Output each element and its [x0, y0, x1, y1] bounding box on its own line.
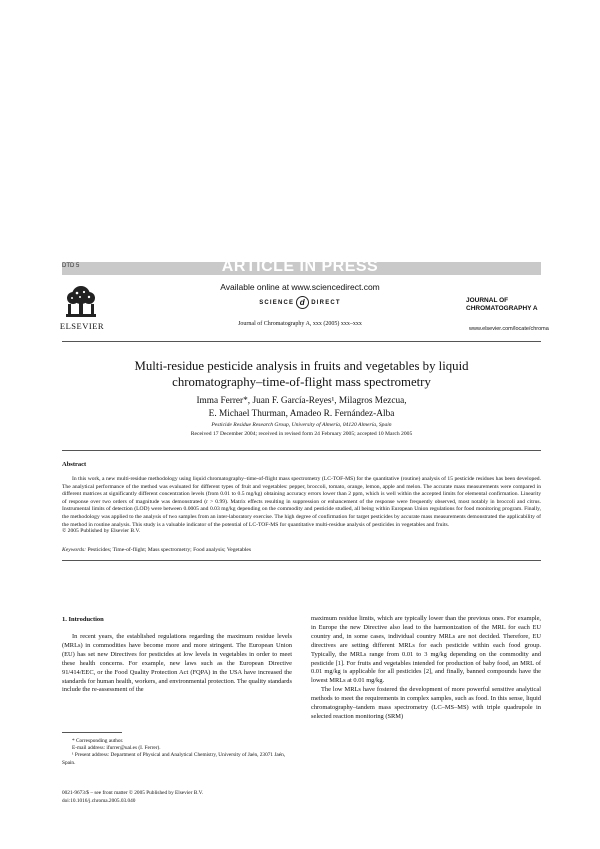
sd-right: DIRECT: [311, 300, 341, 307]
issn-line: 0021-9673/$ – see front matter © 2005 Published by Elsevier B.V.: [62, 790, 204, 796]
available-online[interactable]: Available online at www.sciencedirect.com: [220, 282, 380, 292]
abstract-bottom-rule: [62, 560, 541, 561]
header-rule: [62, 341, 541, 342]
journal-name-line2: CHROMATOGRAPHY A: [466, 305, 538, 312]
authors-line1: Imma Ferrer*, Juan F. García-Reyes¹, Milagros Mezcua,: [196, 396, 407, 406]
footnote-1: * Corresponding author.: [72, 738, 124, 744]
footnote-rule: [62, 732, 122, 733]
section-heading-intro: 1. Introduction: [62, 616, 104, 623]
doi-line[interactable]: doi:10.1016/j.chroma.2005.03.040: [62, 797, 136, 804]
journal-url[interactable]: www.elsevier.com/locate/chroma: [469, 326, 549, 332]
intro-paragraph-1: In recent years, the established regulations regarding the maximum residue levels (MRLs) in commodities have become more and more stringent. The European Union (EU) has set new Directives for pesticides at low levels in vegetables in order to meet these health concerns. For example, new laws such as the European Directive 91/414/EEC, or the Food Quality Protection Act (FQPA) in the USA have increased the standards for human health, workers, and environmental protection. The quality standards include the re-assessment of the: [62, 633, 292, 694]
article-title: [62, 358, 541, 390]
affiliation: Pesticide Residue Research Group, University of Almería, 04120 Almería, Spain: [211, 422, 392, 428]
abstract-text: In this work, a new multi-residue methodology using liquid chromatography–time-of-flight mass spectrometry (LC-TOF-MS) for the quantitative (routine) analysis of 15 pesticide residues has been developed. The analytical performance of the method was evaluated for different types of fruit and vegetables: pepper, broccoli, tomato, orange, lemon, apple and melon. The accurate mass measurements were compared in different matrices at significantly different concentration levels (from 0.01 to 0.5 mg/kg) obtaining accuracy errors lower than 2 ppm, which is well within the accepted limits for elemental confirmation. Linearity of response over two orders of magnitude was demonstrated (r > 0.99). Matrix effects resulting in suppression or enhancement of the response were frequently observed, most notably in broccoli and citrus. Instrumental limits of detection (LOD) were between 0.0005 and 0.03 mg/kg depending on the commodity and pesticide studied, all being within European Union regulations for food monitoring program. Finally, the methodology was applied to the analysis of two samples from an inter-laboratory exercise. The high degree of confirmation for target pesticides by accurate mass measurements demonstrated the applicability of the method in routine analysis. This study is a valuable indicator of the potential of LC-TOF-MS for quantitative multi-residue analysis of pesticides in vegetables and fruits.: [62, 476, 541, 528]
intro-column-left: [62, 633, 292, 695]
journal-logo: [466, 297, 538, 313]
keywords-label: Keywords:: [62, 547, 87, 553]
abstract-top-rule: [62, 450, 541, 451]
received-dates: Received 17 December 2004; received in revised form 24 February 2005; accepted 10 March 2005: [190, 431, 413, 437]
publisher-name: ELSEVIER: [59, 321, 105, 331]
journal-name-line1: JOURNAL OF: [466, 297, 509, 304]
sd-mark: d: [296, 296, 309, 309]
intro-column-right: [311, 615, 541, 722]
article-in-press-text: ARTICLE IN PRESS: [221, 258, 379, 275]
footnote-1-email: E-mail address: ifurrer@ual.es (I. Ferrer).: [72, 745, 161, 752]
copyright: © 2005 Published by Elsevier B.V.: [62, 528, 141, 534]
authors-line2: E. Michael Thurman, Amadeo R. Fernández-Alba: [208, 409, 395, 419]
keywords: [62, 547, 251, 553]
journal-citation: Journal of Chromatography A, xxx (2005) xxx–xxx: [238, 321, 362, 327]
page-footer: [62, 790, 203, 805]
intro-paragraph-3: The low MRLs have fostered the development of more powerful sensitive analytical methods to meet the requirements in complex samples, such as food. In this sense, liquid chromatography–tandem mass spectrometry (LC–MS–MS) with triple quadrupole in selected reaction monitoring (SRM): [311, 686, 541, 720]
title-line1: Multi-residue pesticide analysis in fruits and vegetables by liquid: [134, 359, 469, 373]
keywords-list: Pesticides; Time-of-flight; Mass spectrometry; Food analysis; Vegetables: [87, 547, 252, 553]
dtd-code: DTD 5: [62, 263, 80, 269]
sd-left: SCIENCE: [259, 300, 295, 307]
footnote-2: ¹ Present address: Department of Physical and Analytical Chemistry, University of Jaén, 23071 Jaén, Spain.: [62, 752, 286, 766]
author-list: [62, 395, 541, 421]
footnotes: [62, 738, 292, 767]
abstract-heading: Abstract: [62, 461, 87, 468]
title-line2: chromatography–time-of-flight mass spectrometry: [172, 375, 431, 389]
abstract-body: [62, 476, 541, 529]
intro-paragraph-2: maximum residue limits, which are typically lower than the previous ones. For example, in Europe the new Directive also lead to the harmonization of the MRL for each EU country and, in some cases, individual country MRLs are not decided. Therefore, EU directives are setting different MRLs for each pesticide within each food group. Typically, the MRLs range from 0.01 to 3 mg/kg depending on the commodity and pesticide [1]. For fruits and vegetables intended for production of baby food, an MRL of 0.01 mg/kg is applicable for all pesticides [2], and finally, banned compounds have the lowest MRLs at 0.01 mg/kg.: [311, 615, 541, 685]
